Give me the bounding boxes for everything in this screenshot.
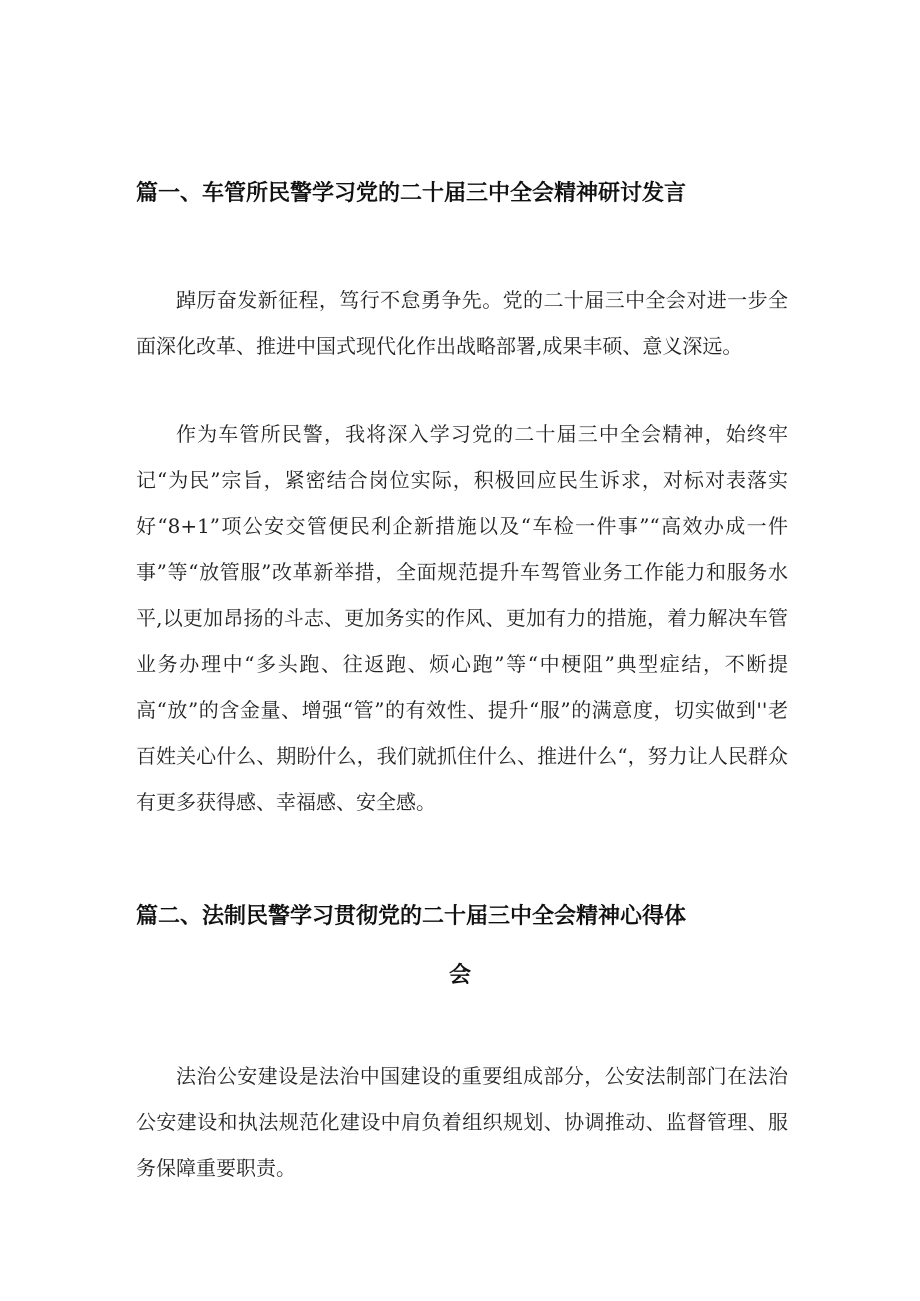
section-2-heading: 篇二、法制民警学习贯彻党的二十届三中全会精神心得体 <box>136 904 687 929</box>
section-2-heading-continuation: 会 <box>448 963 471 988</box>
section-2-paragraph-1: 法治公安建设是法治中国建设的重要组成部分，公安法制部门在法治公安建设和执法规范化建设中肩负着组织规划、协调推动、监督管理、服务保障重要职责。 <box>136 1064 788 1180</box>
section-1-paragraph-1: 踔厉奋发新征程，笃行不怠勇争先。党的二十届三中全会对进一步全面深化改革、推进中国式现代化作出战略部署,成果丰硕、意义深远。 <box>136 288 788 358</box>
section-1-paragraph-2: 作为车管所民警，我将深入学习党的二十届三中全会精神，始终牢记“为民”宗旨，紧密结合岗位实际，积极回应民生诉求，对标对表落实好“8+1”项公安交管便民利企新措施以及“车检一件事”“高效办成一件事”等“放管服”改革新举措，全面规范提升车驾管业务工作能力和服务水平,以更加昂扬的斗志、更加务实的作风、更加有力的措施，着力解决车管业务办理中“多头跑、往返跑、烦心跑”等“中梗阻”典型症结，不断提高“放”的含金量、增强“管”的有效性、提升“服”的满意度，切实做到''老百姓关心什么、期盼什么，我们就抓住什么、推进什么“，努力让人民群众有更多获得感、幸福感、安全感。 <box>136 422 788 814</box>
section-1-heading: 篇一、车管所民警学习党的二十届三中全会精神研讨发言 <box>136 181 687 206</box>
